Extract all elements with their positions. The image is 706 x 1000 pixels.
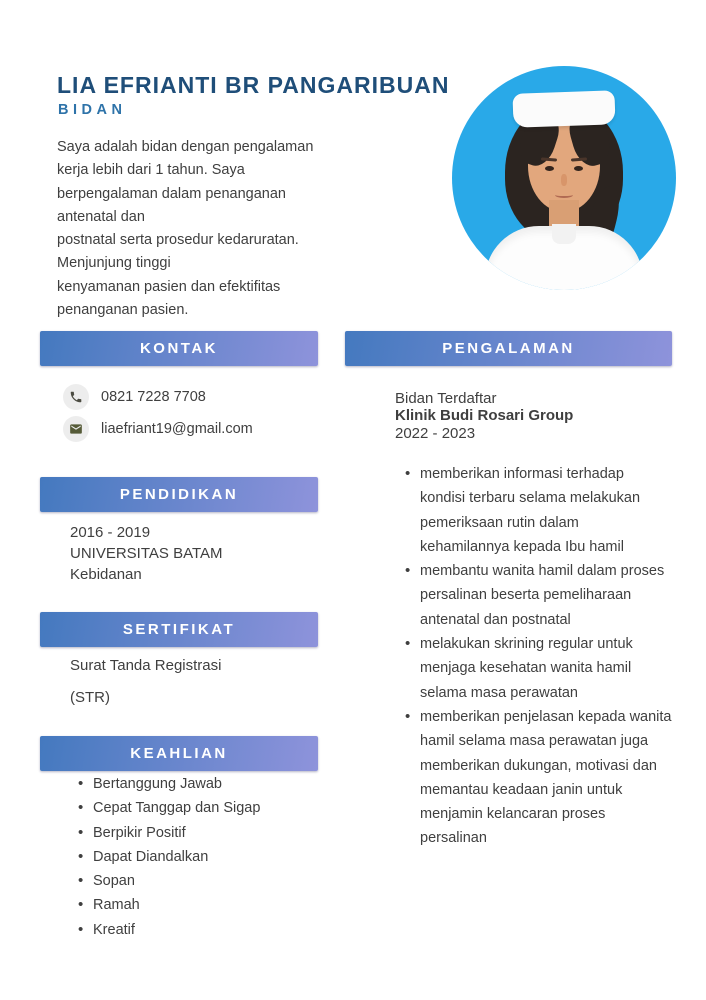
experience-bullet-list xyxy=(420,462,672,851)
section-header-label: SERTIFIKAT xyxy=(122,621,236,638)
page-title: LIA EFRIANTI BR PANGARIBUAN xyxy=(57,72,450,98)
section-header-pendidikan xyxy=(40,477,318,512)
about-line: penanganan pasien. xyxy=(57,302,189,319)
experience-bullet: • memberikan penjelasan kepada wanita hamil selama masa perawatan juga memberikan dukungan, motivasi dan memantau keadaan janin untuk menjamin kelancaran proses persalinan xyxy=(420,705,672,851)
job-title: BIDAN xyxy=(58,102,127,118)
experience-company: Klinik Budi Rosari Group xyxy=(395,407,574,425)
skills-list xyxy=(93,772,271,942)
experience-bullet: • melakukan skrining regular untuk menjaga kesehatan wanita hamil selama masa perawatan xyxy=(420,632,672,705)
eye-left xyxy=(545,166,554,171)
envelope-icon xyxy=(63,416,89,442)
section-header-label: PENDIDIKAN xyxy=(119,486,239,503)
mouth xyxy=(555,192,573,198)
nurse-cap xyxy=(512,90,615,128)
about-line: Menjunjung tinggi xyxy=(57,255,171,272)
certificate-name: Surat Tanda Registrasi xyxy=(70,657,222,674)
section-header-label: PENGALAMAN xyxy=(442,340,575,357)
about-line: berpengalaman dalam penanganan xyxy=(57,185,286,202)
email-row xyxy=(63,416,253,442)
nose xyxy=(561,174,567,186)
skill-item: • Bertanggung Jawab xyxy=(93,772,271,796)
section-header-keahlian xyxy=(40,736,318,771)
phone-row xyxy=(63,384,206,410)
experience-bullet: • membantu wanita hamil dalam proses persalinan beserta pemeliharaan antenatal dan postnatal xyxy=(420,559,672,632)
phone-receiver-icon xyxy=(63,384,89,410)
section-header-label: KEAHLIAN xyxy=(130,745,228,762)
education-major: Kebidanan xyxy=(70,566,142,583)
education-block xyxy=(70,522,223,585)
about-line: Saya adalah bidan dengan pengalaman xyxy=(57,139,314,155)
section-header-label: KONTAK xyxy=(139,340,219,357)
skill-item: • Ramah xyxy=(93,893,271,917)
about-line: kerja lebih dari 1 tahun. Saya xyxy=(57,162,245,179)
experience-header xyxy=(395,390,573,442)
email-address: liaefriant19@gmail.com xyxy=(101,421,253,437)
experience-period: 2022 - 2023 xyxy=(395,424,476,442)
skill-item: • Kreatif xyxy=(93,918,271,942)
section-header-kontak xyxy=(40,331,318,366)
uniform-collar xyxy=(552,224,576,244)
education-school: UNIVERSITAS BATAM xyxy=(70,545,223,562)
skill-item: • Berpikir Positif xyxy=(93,821,271,845)
section-header-pengalaman xyxy=(345,331,672,366)
about-line: postnatal serta prosedur kedaruratan. xyxy=(57,232,299,249)
eye-right xyxy=(574,166,583,171)
section-header-sertifikat xyxy=(40,612,318,647)
about-line: kenyamanan pasien dan efektifitas xyxy=(57,278,281,295)
skill-item: • Cepat Tanggap dan Sigap xyxy=(93,796,271,820)
phone-number: 0821 7228 7708 xyxy=(101,389,206,405)
skill-item: • Sopan xyxy=(93,869,271,893)
experience-bullet: • memberikan informasi terhadap kondisi terbaru selama melakukan pemeriksaan rutin dalam kehamilannya kepada Ibu hamil xyxy=(420,462,672,559)
certificate-abbr: (STR) xyxy=(70,689,110,706)
skill-item: • Dapat Diandalkan xyxy=(93,845,271,869)
about-line: antenatal dan xyxy=(57,208,145,225)
profile-photo xyxy=(452,66,676,290)
education-period: 2016 - 2019 xyxy=(70,524,151,541)
experience-role: Bidan Terdaftar xyxy=(395,390,497,407)
about-paragraph xyxy=(57,136,377,322)
